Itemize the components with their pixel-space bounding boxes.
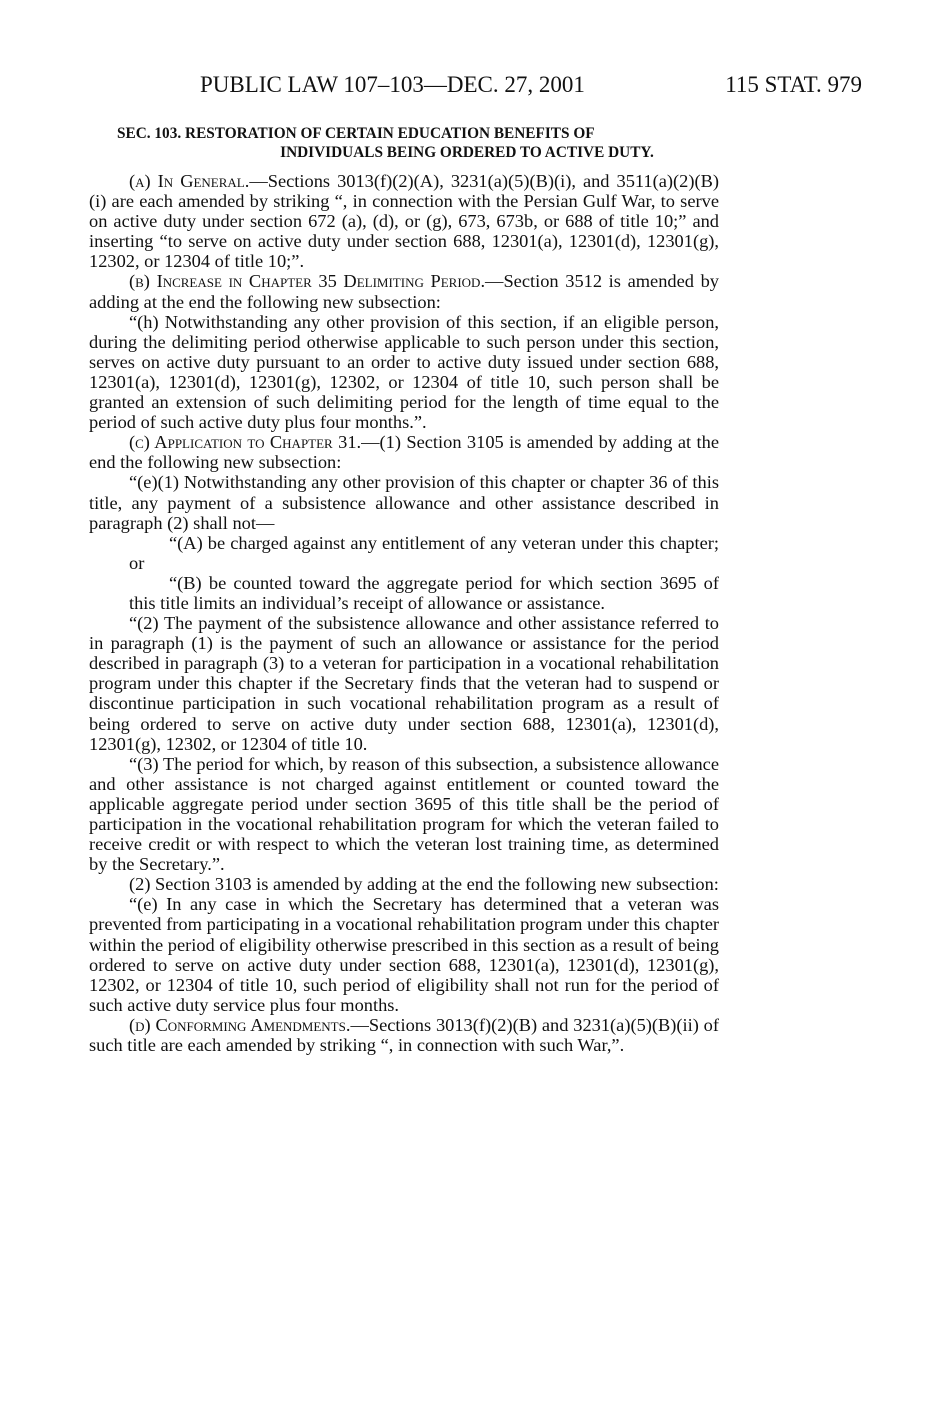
body-paragraph: [89, 613, 719, 754]
paragraph-heading: (d) Conforming Amendments.—: [129, 1014, 369, 1035]
paragraph-heading: (c) Application to Chapter 31.—: [129, 432, 380, 453]
body-paragraph: [89, 1015, 719, 1055]
paragraph-text: (1) Section 3105 is amended by adding at the end the following new subsection:: [89, 432, 719, 473]
body-paragraph: [89, 312, 719, 433]
body-paragraph: [89, 472, 719, 532]
body-paragraph: [89, 754, 719, 875]
body-paragraph: [89, 271, 719, 311]
paragraph-text: “(h) Notwithstanding any other provision of this section, if an eligible person, during the delimiting period otherwise applicable to such person under this section, serves on active duty pursuant to an order to active duty issued under section 688, 12301(a), 12301(d), 12301(g), 12302, or 12304 of title 10, such person shall be granted an extension of such delimiting period for the length of time equal to the period of such active duty plus four months.”.: [89, 311, 719, 433]
paragraph-text: “(2) The payment of the subsistence allowance and other assistance referred to in paragraph (1) is the payment of such an allowance or assistance for the period described in paragraph (3) to a veteran for participation in a vocational rehabilitation program under this chapter if the Secretary finds that the veteran had to suspend or discontinue participation in such vocational rehabilitation program as a result of being ordered to serve on active duty under section 688, 12301(a), 12301(d), 12301(g), 12302, or 12304 of title 10.: [89, 613, 719, 754]
body-paragraph: [89, 432, 719, 472]
header-page-ref: 115 STAT. 979: [725, 72, 862, 97]
body-paragraph: [89, 171, 719, 271]
paragraph-text: Sections 3013(f)(2)(A), 3231(a)(5)(B)(i), and 3511(a)(2)(B)(i) are each amended by striking “, in connection with the Persian Gulf War, to serve on active duty under section 672 (a), (d), or (g), 673, 673b, or 688 of title 10;” and inserting “to serve on active duty under section 688, 12301(a), 12301(d), 12301(g), 12302, or 12304 of title 10;”.: [89, 171, 719, 272]
header-title: PUBLIC LAW 107–103—DEC. 27, 2001: [200, 72, 585, 97]
section-title-line1: RESTORATION OF CERTAIN EDUCATION BENEFITS OF: [185, 125, 595, 142]
section-body: [89, 171, 719, 1055]
body-paragraph: [89, 894, 719, 1015]
running-header: [200, 72, 862, 102]
body-paragraph: [89, 874, 719, 894]
paragraph-text: “(3) The period for which, by reason of this subsection, a subsistence allowance and other assistance is not charged against entitlement or counted toward the applicable aggregate period under section 3695 of this title shall be the period of participation in the vocational rehabilitation program for which the veteran failed to receive credit or with respect to which the veteran lost training time, as determined by the Secretary.”.: [89, 753, 719, 875]
paragraph-text: “(A) be charged against any entitlement of any veteran under this chapter; or: [129, 532, 719, 573]
paragraph-text: (2) Section 3103 is amended by adding at the end the following new subsection:: [129, 874, 719, 895]
body-paragraph: [129, 533, 719, 573]
paragraph-text: “(B) be counted toward the aggregate period for which section 3695 of this title limits an individual’s receipt of allowance or assistance.: [129, 572, 719, 613]
paragraph-text: “(e) In any case in which the Secretary has determined that a veteran was prevented from participating in a vocational rehabilitation program under this chapter within the period of eligibility otherwise prescribed in this section as a result of being ordered to serve on active duty under section 688, 12301(a), 12301(d), 12301(g), 12302, or 12304 of title 10, such period of eligibility shall not run for the period of such active duty service plus four months.: [89, 894, 719, 1015]
paragraph-text: Sections 3013(f)(2)(B) and 3231(a)(5)(B)(ii) of such title are each amended by striking “, in connection with such War,”.: [89, 1014, 719, 1056]
section-heading: [117, 124, 727, 162]
paragraph-text: Section 3512 is amended by adding at the end the following new subsection:: [89, 271, 719, 312]
paragraph-heading: (b) Increase in Chapter 35 Delimiting Period.—: [129, 271, 504, 292]
body-paragraph: [129, 573, 719, 613]
section-number: SEC. 103.: [117, 125, 182, 142]
paragraph-heading: (a) In General.—: [129, 171, 268, 191]
section-title-line2: INDIVIDUALS BEING ORDERED TO ACTIVE DUTY.: [280, 144, 654, 161]
paragraph-text: “(e)(1) Notwithstanding any other provision of this chapter or chapter 36 of this title, any payment of a subsistence allowance and other assistance described in paragraph (2) shall not—: [89, 472, 719, 533]
